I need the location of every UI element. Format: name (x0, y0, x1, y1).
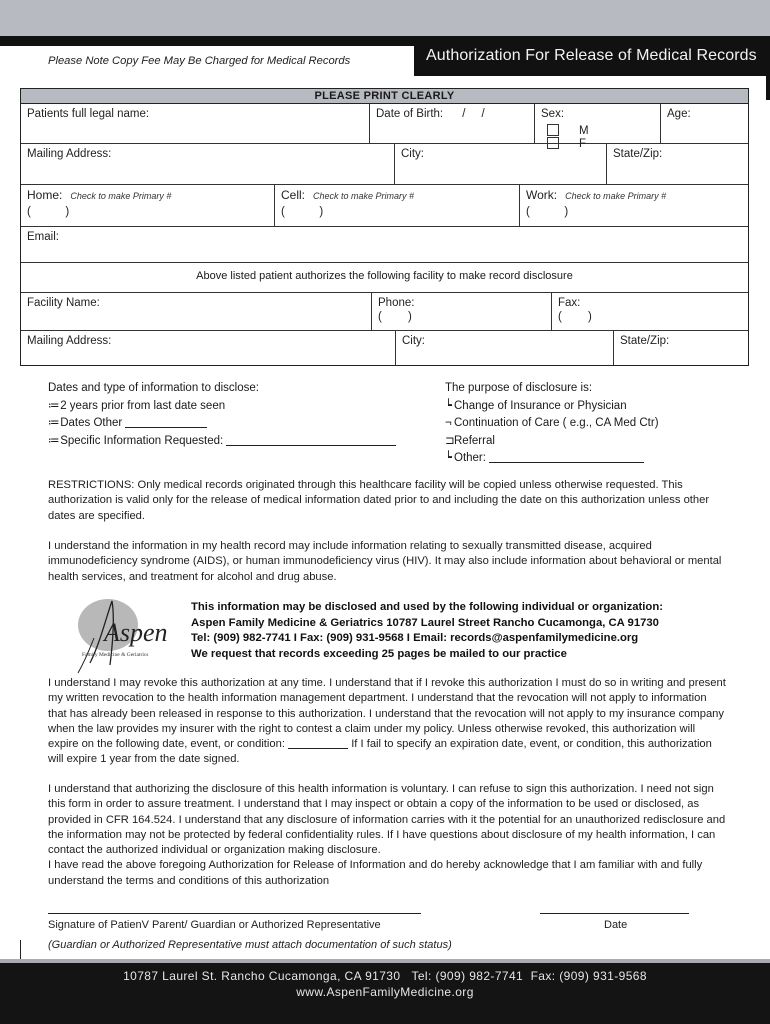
org-line-1: This information may be disclosed and used by the following individual or organization: (191, 601, 663, 613)
org-line-2: Aspen Family Medicine & Geriatrics 10787 Laurel Street Rancho Cucamonga, CA 91730 (191, 616, 659, 629)
home-phone-field[interactable] (21, 185, 275, 226)
facility-fax-label: Fax: (558, 297, 581, 309)
aspen-leaf-icon (60, 593, 185, 675)
facility-phone-label: Phone: (378, 297, 415, 309)
sex-option-m[interactable]: M (547, 125, 609, 137)
purpose-option-continuation[interactable]: ¬ Continuation of Care ( e.g., CA Med Ctr) (445, 415, 659, 433)
cell-label: Cell: (281, 188, 306, 202)
work-hint: Check to make Primary # (565, 191, 667, 201)
home-hint: Check to make Primary # (70, 191, 172, 201)
copy-fee-note: Please Note Copy Fee May Be Charged for Medical Records (48, 55, 351, 67)
facility-mailing-label: Mailing Address: (27, 335, 112, 347)
row-facility (21, 293, 748, 331)
dates-heading: Dates and type of information to disclose: (48, 382, 259, 394)
age-label: Age: (667, 108, 691, 120)
facility-city-field[interactable] (396, 331, 614, 365)
purpose-other-line[interactable] (489, 452, 644, 463)
org-line-4: We request that records exceeding 25 pages be mailed to our practice (191, 647, 567, 660)
facility-phone-field[interactable] (372, 293, 552, 330)
voluntary-paragraph: I understand that authorizing the disclosure of this health information is voluntary. I can refuse to sign this authorization. I need not sign this form in order to assure treatment. I understand that I may inspect or obtain a copy of the information to be used or disclosed, as provided in CFR 164.524. I understand that any disclosure of information carries with it the potential for an unauthorized redisclosure and the information may not be protected by federal confidentiality rules. If I have questions about disclosure of my health information, I can contact the authorized individual or organization making disclosure. I have read the above foregoing Authorization for Release of Information and do hereby acknowledge that I am familiar with and fully understand the terms and conditions of this authorization (48, 783, 726, 887)
home-parens: ( ) (27, 206, 71, 218)
dob-separators: / / (462, 108, 485, 120)
revoke-paragraph: I understand I may revoke this authorization at any time. I understand that if I revoke this authorization I must do so in writing and present my written revocation to the health information management department. I understand that the revocation will not apply to information that has already been released in response to this authorization. I understand that the revocation will not apply to my insurance company when the law provides my insurer with the right to contest a claim under my policy. Unless otherwise revoked, this authorization will expire on the following date, event, or condition: If I fail to specify an expiration date, event, or condition, this authorization will expire 1 year from the date signed. (48, 677, 726, 766)
dob-field[interactable] (370, 104, 535, 143)
age-field[interactable] (661, 104, 748, 143)
cell-hint: Check to make Primary # (313, 191, 415, 201)
facility-city-label: City: (402, 335, 425, 347)
patient-name-field[interactable] (21, 104, 370, 143)
date-line[interactable] (540, 913, 689, 914)
purpose-option-other[interactable]: ┕ Other: (445, 450, 659, 468)
email-label: Email: (27, 231, 59, 243)
signature-label: Signature of PatienV Parent/ Guardian or Authorized Representative (48, 919, 381, 931)
print-clearly-header: PLEASE PRINT CLEARLY (21, 89, 748, 104)
facility-fax-parens: ( ) (558, 311, 593, 323)
row-email (21, 227, 748, 263)
acknowledge-text: I have read the above foregoing Authorization for Release of Information and do hereby acknowledge that I am familiar with and fully understand the terms and conditions of this authorization (48, 859, 703, 887)
checkbox-icon[interactable]: ≔ (48, 417, 60, 429)
dates-option-2-years[interactable]: ≔ 2 years prior from last date seen (48, 398, 396, 416)
state-zip-field[interactable] (607, 144, 748, 184)
city-label: City: (401, 148, 424, 160)
email-field[interactable] (21, 227, 748, 262)
facility-name-field[interactable] (21, 293, 372, 330)
dates-option-specific[interactable]: ≔ Specific Information Requested: (48, 433, 396, 451)
work-phone-field[interactable] (520, 185, 748, 226)
form-title (414, 36, 770, 76)
date-label: Date (604, 919, 628, 931)
health-record-paragraph: I understand the information in my health record may include information relating to sexually transmitted disease, acquired immunodeficiency syndrome (AIDS), or human immunodeficiency virus (HIV). It may also include information about behavioral or mental health services, and treatment for alcohol and drug abuse. (48, 540, 722, 583)
expiration-line[interactable] (288, 738, 348, 749)
facility-state-zip-field[interactable] (614, 331, 748, 365)
sex-field (535, 104, 661, 150)
facility-phone-parens: ( ) (378, 311, 413, 323)
cell-phone-field[interactable] (275, 185, 520, 226)
row-patient-name (21, 104, 748, 150)
facility-fax-field[interactable] (552, 293, 748, 330)
mailing-address-field[interactable] (21, 144, 395, 184)
facility-name-label: Facility Name: (27, 297, 100, 309)
row-phones (21, 185, 748, 227)
purpose-heading: The purpose of disclosure is: (445, 382, 593, 394)
row-authorizes (21, 263, 748, 293)
facility-state-zip-label: State/Zip: (620, 335, 670, 347)
city-field[interactable] (395, 144, 607, 184)
checkbox-icon[interactable]: ¬ (445, 417, 452, 429)
signature-line[interactable] (48, 913, 421, 914)
sex-label: Sex: (541, 108, 565, 120)
row-facility-address (21, 331, 748, 365)
checkbox-icon[interactable]: ┕ (445, 399, 452, 412)
work-parens: ( ) (526, 206, 570, 218)
checkbox-icon[interactable]: ≔ (48, 434, 60, 447)
state-zip-label: State/Zip: (613, 148, 663, 160)
checkbox-icon[interactable]: ≔ (48, 399, 60, 412)
top-gray-band (0, 0, 770, 36)
dates-section (48, 380, 396, 450)
work-label: Work: (526, 188, 558, 202)
checkbox-m[interactable] (547, 124, 559, 136)
checkbox-icon[interactable]: ┕ (445, 452, 452, 464)
footer-website: www.AspenFamilyMedicine.org (296, 985, 474, 999)
patient-info-table (20, 88, 749, 366)
right-edge-rule (766, 76, 770, 100)
purpose-option-insurance[interactable]: ┕ Change of Insurance or Physician (445, 398, 659, 416)
organization-info (191, 600, 663, 662)
row-mailing-address (21, 144, 748, 185)
footer-address: 10787 Laurel St. Rancho Cucamonga, CA 91730 Tel: (909) 982-7741 Fax: (909) 931-9568 (123, 969, 647, 983)
home-label: Home: (27, 188, 63, 202)
svg-text:Aspen: Aspen (104, 618, 168, 647)
patient-name-label: Patients full legal name: (27, 108, 150, 120)
specific-info-line[interactable] (226, 435, 396, 446)
form-title-text: Authorization For Release of Medical Records (426, 47, 757, 64)
checkbox-icon[interactable]: ⊐ (445, 434, 455, 447)
authorizes-text: Above listed patient authorizes the following facility to make record disclosure (196, 270, 573, 282)
purpose-section (445, 380, 659, 468)
facility-mailing-field[interactable] (21, 331, 396, 365)
mailing-address-label: Mailing Address: (27, 148, 112, 160)
footer (0, 963, 770, 1024)
dates-other-line[interactable] (125, 417, 207, 428)
org-line-3: Tel: (909) 982-7741 I Fax: (909) 931-9568 I Email: records@aspenfamilymedicine.org (191, 632, 639, 645)
svg-text:Family Medicine & Geriatrics: Family Medicine & Geriatrics (82, 652, 149, 658)
signature-note: (Guardian or Authorized Representative must attach documentation of such status) (48, 939, 452, 951)
dates-option-other[interactable]: ≔ Dates Other (48, 415, 396, 433)
cell-parens: ( ) (281, 206, 325, 218)
aspen-logo (60, 593, 185, 675)
restrictions-paragraph: RESTRICTIONS: Only medical records originated through this healthcare facility will be copied unless otherwise requested. This authorization is valid only for the release of medical information dated prior to and including the date on this authorization unless other dates are specified. (48, 479, 710, 522)
sex-option-f[interactable]: F (547, 138, 606, 150)
purpose-option-referral[interactable]: ⊐Referral (445, 433, 659, 451)
dob-label: Date of Birth: / / (376, 108, 485, 120)
